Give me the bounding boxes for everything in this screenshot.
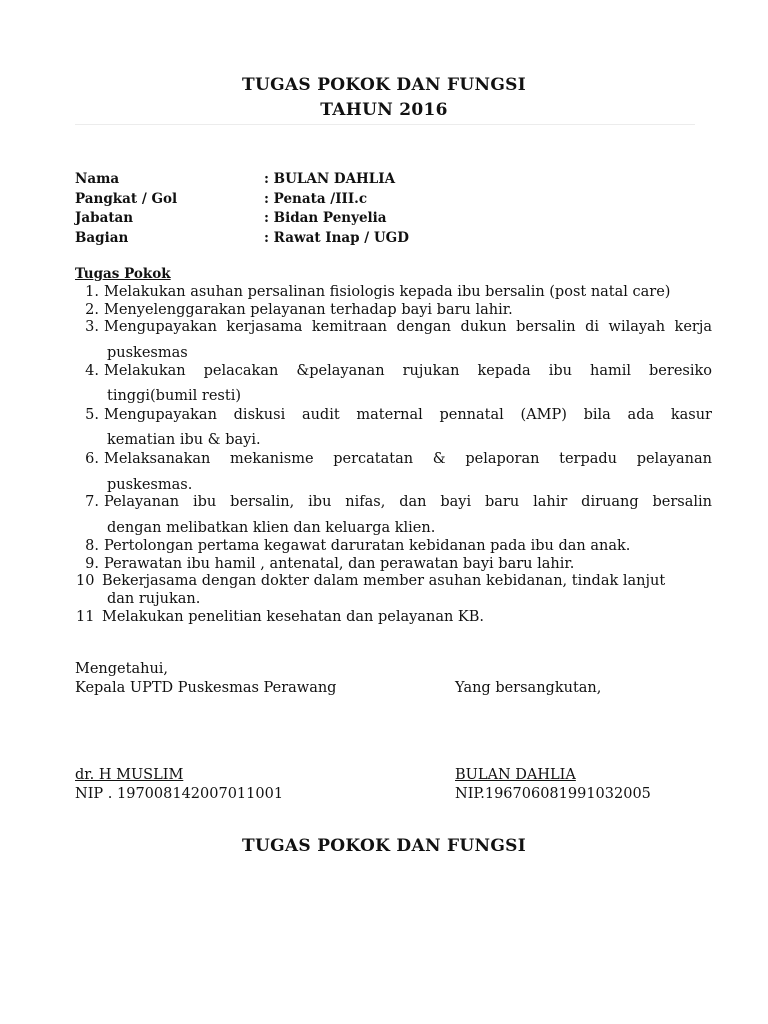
- list-item-continuation: dan rujukan.: [107, 591, 201, 607]
- info-row-position: [75, 209, 575, 229]
- info-label: Pangkat / Gol: [75, 190, 178, 207]
- list-item-number: 7.: [85, 494, 99, 510]
- list-item-continuation: dengan melibatkan klien dan keluarga klien.: [107, 520, 436, 536]
- list-item-number: 1.: [85, 284, 99, 300]
- info-value: : Bidan Penyelia: [264, 210, 387, 226]
- acknowledged-label: Mengetahui,: [75, 661, 169, 677]
- info-value: : BULAN DAHLIA: [264, 171, 396, 187]
- employee-info: [75, 170, 575, 248]
- document-year: TAHUN 2016: [320, 100, 448, 120]
- list-item-number: 9.: [85, 556, 99, 572]
- list-item-text: Mengupayakan diskusi audit maternal pennatal (AMP) bila ada kasur: [104, 407, 712, 423]
- left-signatory-role: Kepala UPTD Puskesmas Perawang: [75, 680, 337, 696]
- list-item-number: 11: [76, 609, 95, 625]
- info-label: Jabatan: [75, 210, 134, 226]
- list-item-number: 6.: [85, 451, 99, 467]
- info-label: Bagian: [75, 229, 129, 246]
- left-signatory-nip: NIP . 197008142007011001: [75, 786, 284, 802]
- list-item-number: 2.: [85, 302, 99, 318]
- info-value: : Rawat Inap / UGD: [264, 229, 409, 246]
- list-item-text: Melakukan asuhan persalinan fisiologis kepada ibu bersalin (post natal care): [104, 284, 671, 300]
- right-signatory-name: BULAN DAHLIA: [455, 767, 576, 783]
- list-item-number: 8.: [85, 538, 99, 554]
- list-item-text: Mengupayakan kerjasama kemitraan dengan dukun bersalin di wilayah kerja: [104, 319, 712, 335]
- list-item-text: Bekerjasama dengan dokter dalam member asuhan kebidanan, tindak lanjut: [102, 573, 666, 589]
- list-item-continuation: tinggi(bumil resti): [107, 388, 241, 404]
- info-label: Nama: [75, 171, 120, 187]
- right-signatory-role: Yang bersangkutan,: [455, 680, 602, 696]
- next-page-title: TUGAS POKOK DAN FUNGSI: [242, 836, 526, 856]
- info-row-name: [75, 170, 575, 190]
- info-row-rank: [75, 190, 575, 210]
- list-item-text: Melaksanakan mekanisme percatatan & pelaporan terpadu pelayanan: [104, 451, 712, 467]
- list-item-text: Pelayanan ibu bersalin, ibu nifas, dan bayi baru lahir diruang bersalin: [104, 494, 712, 510]
- list-item-continuation: puskesmas: [107, 345, 188, 361]
- list-item-text: Menyelenggarakan pelayanan terhadap bayi baru lahir.: [104, 302, 513, 318]
- list-item-continuation: puskesmas.: [107, 477, 193, 493]
- list-item-text: Perawatan ibu hamil , antenatal, dan perawatan bayi baru lahir.: [104, 556, 575, 572]
- info-row-section: [75, 229, 575, 249]
- right-signatory-nip: NIP.196706081991032005: [455, 786, 651, 802]
- list-item-number: 3.: [85, 319, 99, 335]
- list-item-continuation: kematian ibu & bayi.: [107, 432, 261, 448]
- document-title: TUGAS POKOK DAN FUNGSI: [242, 75, 526, 95]
- left-signatory-name: dr. H MUSLIM: [75, 767, 184, 783]
- list-item-text: Pertolongan pertama kegawat daruratan kebidanan pada ibu dan anak.: [104, 538, 631, 554]
- list-item-text: Melakukan penelitian kesehatan dan pelayanan KB.: [102, 609, 485, 625]
- list-item-number: 5.: [85, 407, 99, 423]
- info-value: : Penata /III.c: [264, 190, 368, 207]
- list-item-number: 4.: [85, 363, 99, 379]
- header-divider: [75, 124, 695, 125]
- list-item-text: Melakukan pelacakan &pelayanan rujukan kepada ibu hamil beresiko: [104, 363, 712, 379]
- list-item-number: 10: [76, 573, 95, 589]
- section-heading-tugas-pokok: Tugas Pokok: [75, 266, 171, 282]
